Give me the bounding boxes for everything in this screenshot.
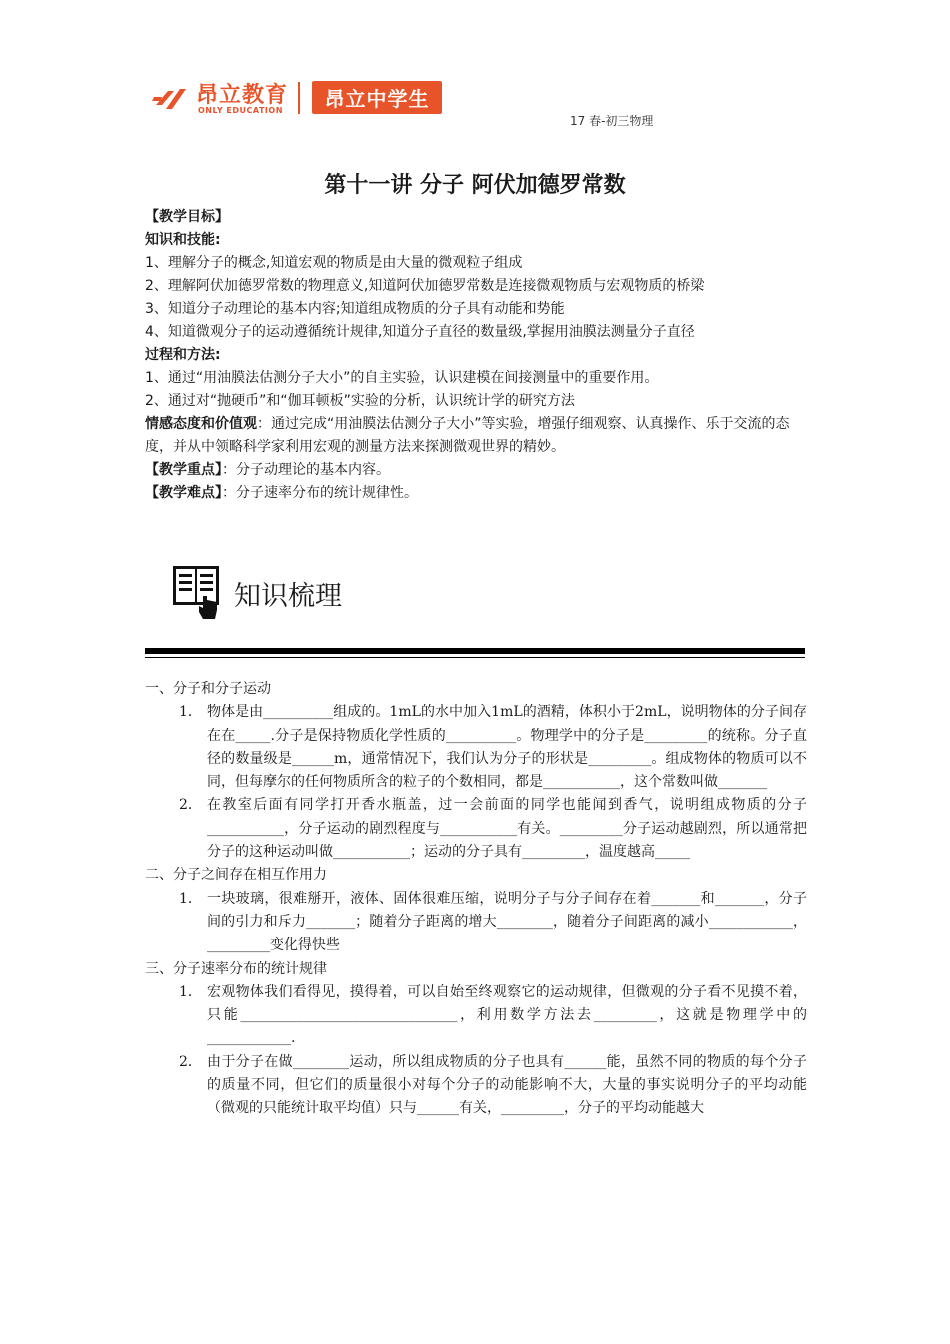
knowledge-item: 4、知道微观分子的运动遵循统计规律,知道分子直径的数量级,掌握用油膜法测量分子直径 [145,324,695,340]
item-number: 1． [179,890,202,907]
key-heading: 【教学重点】 [145,462,222,478]
item-text: 一块玻璃，很难掰开，液体、固体很难压缩，说明分子与分子间存在着_______和_______，分子间的引力和斥力_______；随着分子距离的增大________，随着分子间距离的减小____________，_________变化得快些 [207,890,807,954]
book-hand-icon [173,566,219,620]
item-text: 由于分子在做________运动，所以组成物质的分子也具有______能，虽然不同的物质的每个分子的质量不同，但它们的质量很小对每个分子的动能影响不大，大量的事实说明分子的平均动能（微观的只能统计取平均值）只与______有关，_________，分子的平均动能越大 [207,1053,807,1117]
list-item [145,701,807,794]
list-item [145,794,807,864]
emotion-heading: 情感态度和价值观 [145,416,257,432]
knowledge-heading: 知识和技能: [145,232,221,248]
emotion-paragraph [145,413,815,459]
brand-badge: 昂立中学生 [312,81,442,114]
item-number: 2． [179,797,202,814]
section-rule-thin [145,657,805,658]
brand-logo-mark-icon [152,83,192,113]
key-point [145,459,815,482]
process-item: 2、通过对“抛硬币”和“伽耳顿板”实验的分析，认识统计学的研究方法 [145,393,575,409]
section-heading: 二、分子之间存在相互作用力 [145,867,327,884]
list-item [145,1051,807,1121]
objectives-heading: 【教学目标】 [145,209,229,225]
course-label: 17 春-初三物理 [570,114,654,128]
section-heading: 三、分子速率分布的统计规律 [145,960,327,977]
knowledge-content [145,678,807,1121]
section-title: 知识梳理 [234,581,342,612]
process-heading: 过程和方法: [145,347,221,363]
knowledge-item: 2、理解阿伏加德罗常数的物理意义,知道阿伏加德罗常数是连接微观物质与宏观物质的桥梁 [145,278,705,294]
item-text: 物体是由__________组成的。1mL的水中加入1mL的酒精，体积小于2mL，说明物体的分子间存在在_____.分子是保持物质化学性质的__________。物理学中的分子是_________的统称。分子直径的数量级是______m，通常情况下，我们认为分子的形状是_________。组成物体的物质可以不同，但每摩尔的任何物质所含的粒子的个数相同，都是___________，这个常数叫做_______ [207,704,807,791]
section-rule-thick [145,648,805,654]
difficult-text: ：分子速率分布的统计规律性。 [222,485,418,501]
knowledge-item: 1、理解分子的概念,知道宏观的物质是由大量的微观粒子组成 [145,255,523,271]
item-number: 1． [179,704,202,721]
difficult-heading: 【教学难点】 [145,485,222,501]
section-heading: 一、分子和分子运动 [145,681,271,697]
knowledge-item: 3、知道分子动理论的基本内容;知道组成物质的分子具有动能和势能 [145,301,565,317]
brand-logo-text: 昂立教育 [196,83,289,108]
list-item [145,888,807,958]
item-text: 在教室后面有同学打开香水瓶盖，过一会前面的同学也能闻到香气，说明组成物质的分子___________，分子运动的剧烈程度与___________有关。_________分子运动越剧烈，所以通常把分子的这种运动叫做___________；运动的分子具有_________，温度越高_____ [207,797,807,861]
brand-logo-subtext: ONLY EDUCATION [198,106,283,115]
item-number: 1． [179,983,202,1000]
difficult-point [145,482,815,505]
list-item [145,981,807,1051]
teaching-objectives [145,206,815,505]
item-number: 2． [179,1053,202,1070]
item-text: 宏观物体我们看得见，摸得着，可以自始至终观察它的运动规律，但微观的分子看不见摸不着，只能_______________________________，利用数学方法去_________，这就是物理学中的____________. [207,983,807,1047]
emotion-text: ：通过完成“用油膜法估测分子大小”等实验，增强仔细观察、认真操作、乐于交流的态度，并从中领略科学家利用宏观的测量方法来探测微观世界的精妙。 [145,416,790,455]
page-title: 第十一讲 分子 阿伏加德罗常数 [324,173,626,198]
logo-divider [298,82,300,114]
key-text: ：分子动理论的基本内容。 [222,462,390,478]
process-item: 1、通过“用油膜法估测分子大小”的自主实验，认识建模在间接测量中的重要作用。 [145,370,659,386]
